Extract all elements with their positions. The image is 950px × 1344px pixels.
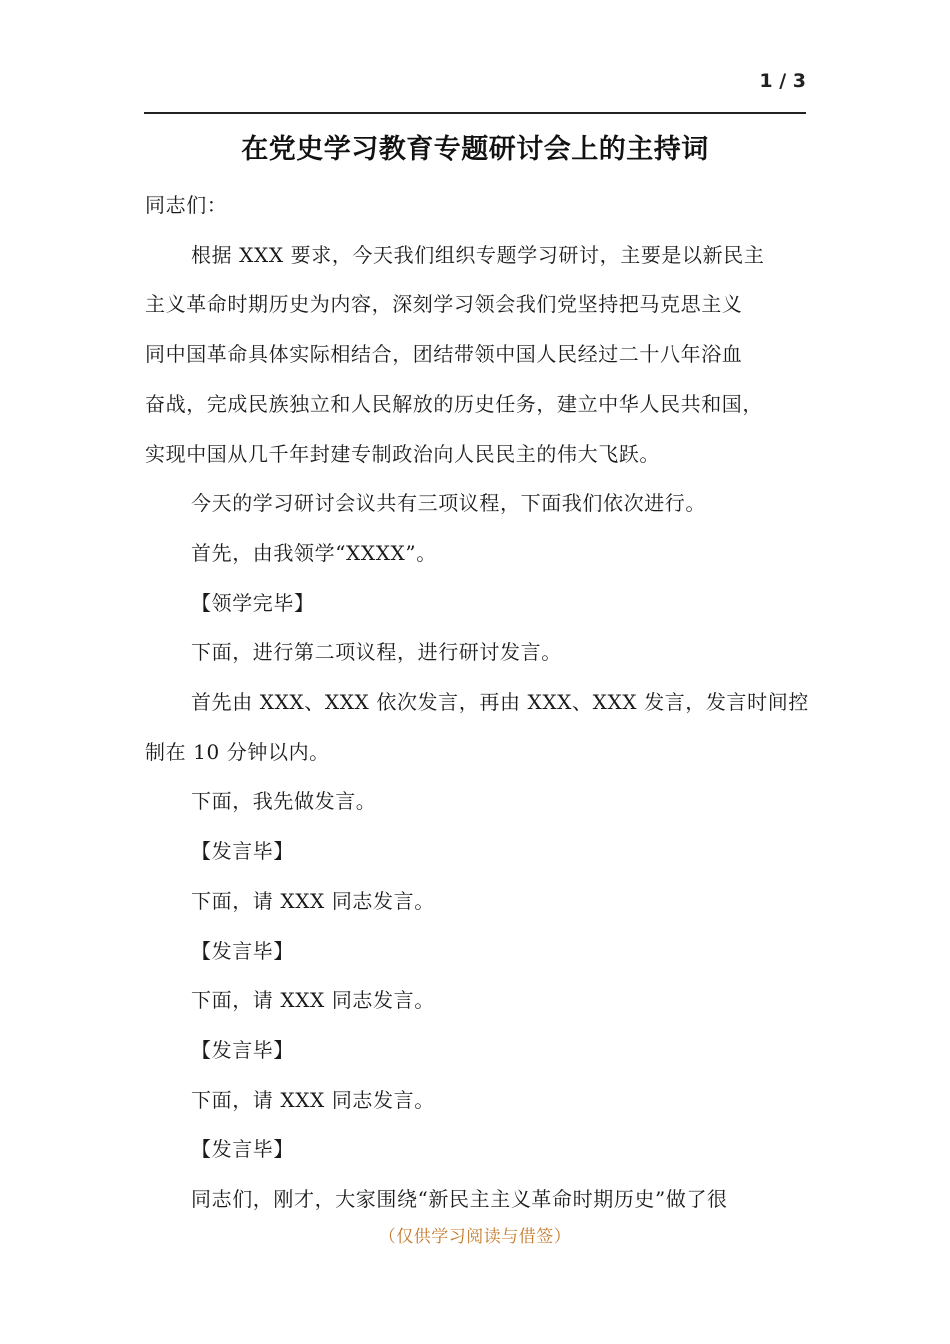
bracket-note: 【领学完毕】 xyxy=(191,590,315,615)
page-number: 1 / 3 xyxy=(759,70,806,92)
document-body xyxy=(145,181,820,1225)
paragraph-line: 同志们，刚才，大家围绕“新民主主义革命时期历史”做了很 xyxy=(191,1187,728,1212)
paragraph-line: 下面，我先做发言。 xyxy=(191,789,377,814)
paragraph-line: 根据 XXX 要求，今天我们组织专题学习研讨，主要是以新民主 xyxy=(191,242,765,267)
bracket-note: 【发言毕】 xyxy=(191,839,294,864)
paragraph-line: 实现中国从几千年封建专制政治向人民民主的伟大飞跃。 xyxy=(145,441,660,466)
paragraph-line: 首先由 XXX、XXX 依次发言，再由 XXX、XXX 发言，发言时间控 xyxy=(191,690,809,715)
paragraph-line: 下面，请 XXX 同志发言。 xyxy=(191,988,435,1013)
paragraph-line: 下面，进行第二项议程，进行研讨发言。 xyxy=(191,640,562,665)
bracket-note: 【发言毕】 xyxy=(191,938,294,963)
paragraph-line: 下面，请 XXX 同志发言。 xyxy=(191,1087,435,1112)
salutation: 同志们： xyxy=(145,193,228,217)
paragraph-line: 首先，由我领学“XXXX”。 xyxy=(191,540,437,565)
paragraph-line: 主义革命时期历史为内容，深刻学习领会我们党坚持把马克思主义 xyxy=(145,292,743,317)
paragraph-line: 下面，请 XXX 同志发言。 xyxy=(191,888,435,913)
footer-note: （仅供学习阅读与借签） xyxy=(378,1227,572,1247)
paragraph-line: 同中国革命具体实际相结合，团结带领中国人民经过二十八年浴血 xyxy=(145,342,743,367)
bracket-note: 【发言毕】 xyxy=(191,1037,294,1062)
paragraph-line: 今天的学习研讨会议共有三项议程，下面我们依次进行。 xyxy=(191,491,706,516)
bracket-note: 【发言毕】 xyxy=(191,1137,294,1162)
paragraph-line: 奋战，完成民族独立和人民解放的历史任务，建立中华人民共和国， xyxy=(145,391,763,416)
header-divider xyxy=(144,112,806,114)
paragraph-line: 制在 10 分钟以内。 xyxy=(145,739,330,764)
document-title: 在党史学习教育专题研讨会上的主持词 xyxy=(241,134,709,165)
